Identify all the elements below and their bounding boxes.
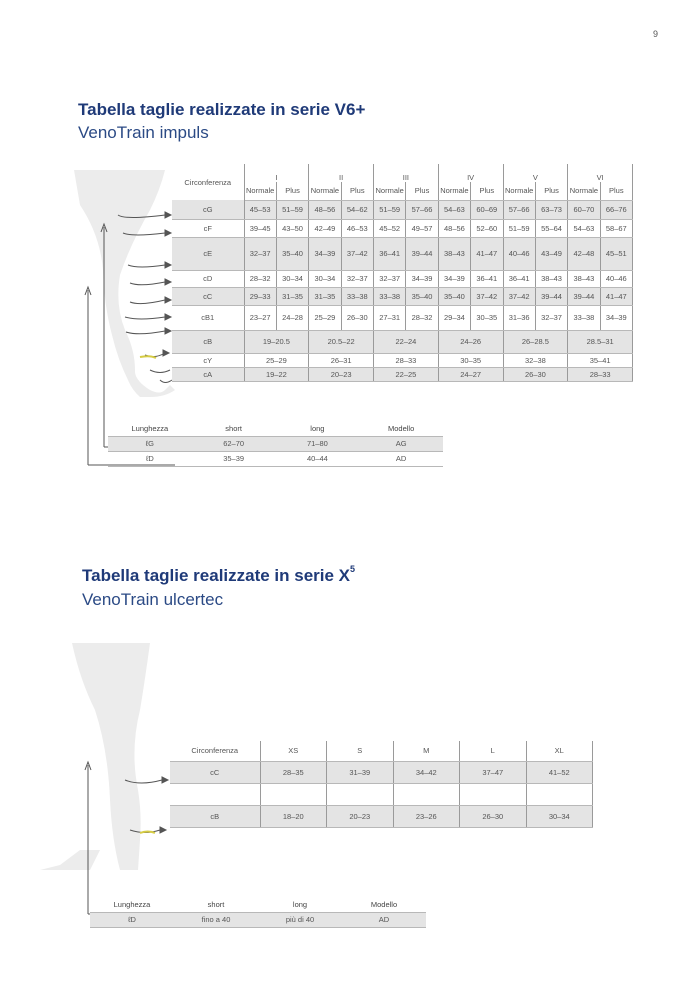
table-cell: 28–32 [244,270,276,287]
table-cell: 51–59 [276,200,308,219]
table-cell: 38–43 [568,270,600,287]
table-cell: 40–46 [600,270,632,287]
length-header: Lunghezza [108,421,192,436]
table-cell [460,783,527,805]
size-header: III [374,164,439,182]
length-table-v6 [108,421,443,467]
table-cell: 22–25 [374,367,439,381]
table-cell [393,783,460,805]
table-cell: 37–42 [471,287,503,305]
length-header-row [90,897,426,912]
column-header: Circonferenza [170,741,260,761]
sub-header: Plus [535,182,567,200]
table-cell: 45–53 [244,200,276,219]
table-cell: 28.5–31 [568,330,633,353]
row-label: cY [172,353,244,367]
length-cell: ℓG [108,436,192,451]
sub-header: Normale [244,182,276,200]
table-cell: 26–30 [341,305,373,330]
table-cell: 34–39 [309,237,341,270]
length-cell: fino a 40 [174,912,258,927]
table-cell: 33–38 [341,287,373,305]
sub-header: Normale [568,182,600,200]
section2-title-text: Tabella taglie realizzate in serie X [82,566,351,585]
row-label: cB [170,805,260,827]
table-cell: 30–35 [438,353,503,367]
row-label: cC [172,287,244,305]
table-cell: 36–41 [471,270,503,287]
table-cell: 37–42 [503,287,535,305]
table-cell: 54–63 [568,219,600,237]
table-cell: 26–30 [460,805,527,827]
table-cell: 52–60 [471,219,503,237]
sub-header: Normale [503,182,535,200]
table-cell: 20–23 [309,367,374,381]
table-cell [327,783,394,805]
table-cell: 63–73 [535,200,567,219]
table-cell: 43–50 [276,219,308,237]
length-cell: 35–39 [192,451,276,466]
table-cell: 23–27 [244,305,276,330]
table-cell: 32–38 [503,353,568,367]
table-row [172,367,633,381]
table-cell: 26–28.5 [503,330,568,353]
table-cell: 28–33 [374,353,439,367]
length-header: long [258,897,342,912]
column-header: M [393,741,460,761]
table-cell: 28–35 [260,761,327,783]
sub-header: Plus [406,182,438,200]
table-header-row [170,741,593,761]
table-cell: 57–66 [406,200,438,219]
table-cell: 31–35 [309,287,341,305]
row-label: cF [172,219,244,237]
sub-header: Normale [374,182,406,200]
table-cell: 19–22 [244,367,309,381]
table-cell: 66–76 [600,200,632,219]
table-cell: 29–33 [244,287,276,305]
table-cell: 31–35 [276,287,308,305]
column-header: S [327,741,394,761]
table-cell: 23–26 [393,805,460,827]
table-cell: 37–42 [341,237,373,270]
table-cell: 60–70 [568,200,600,219]
table-cell: 30–35 [471,305,503,330]
size-header: IV [438,164,503,182]
row-label: cB1 [172,305,244,330]
length-header: Modello [359,421,443,436]
table-cell: 35–40 [276,237,308,270]
table-cell: 30–34 [309,270,341,287]
sub-header: Normale [438,182,470,200]
table-cell: 35–40 [438,287,470,305]
size-table-v6 [172,164,633,382]
length-cell: 71–80 [276,436,360,451]
table-cell: 37–47 [460,761,527,783]
length-cell: ℓD [108,451,192,466]
length-cell: AD [359,451,443,466]
table-cell: 30–34 [526,805,593,827]
section2-title-sup: 5 [350,564,356,574]
table-cell: 41–52 [526,761,593,783]
table-row [172,353,633,367]
sub-header: Plus [600,182,632,200]
table-cell: 39–44 [568,287,600,305]
table-cell: 51–59 [503,219,535,237]
column-header: XS [260,741,327,761]
table-cell: 38–43 [438,237,470,270]
length-row [108,451,443,466]
section2-subtitle: VenoTrain ulcertec [82,590,224,609]
column-header: XL [526,741,593,761]
table-cell: 22–24 [374,330,439,353]
table-row [172,305,633,330]
size-header: II [309,164,374,182]
table-cell: 25–29 [309,305,341,330]
table-cell: 57–66 [503,200,535,219]
table-cell: 58–67 [600,219,632,237]
length-cell: AG [359,436,443,451]
table-cell: 39–44 [535,287,567,305]
length-cell: più di 40 [258,912,342,927]
table-cell: 30–34 [276,270,308,287]
row-label: cA [172,367,244,381]
table-cell: 35–41 [568,353,633,367]
table-cell: 25–29 [244,353,309,367]
table-cell: 42–49 [309,219,341,237]
table-cell: 26–31 [309,353,374,367]
table-cell: 41–47 [600,287,632,305]
row-label: cB [172,330,244,353]
table-cell: 51–59 [374,200,406,219]
table-cell: 20.5–22 [309,330,374,353]
size-header: I [244,164,309,182]
length-header: short [192,421,276,436]
table-cell: 29–34 [438,305,470,330]
table-cell [526,783,593,805]
table-cell: 31–39 [327,761,394,783]
table-row [170,761,593,783]
size-table-x5 [170,741,593,828]
table-cell: 32–37 [535,305,567,330]
table-cell: 18–20 [260,805,327,827]
table-cell: 39–45 [244,219,276,237]
table-cell: 34–42 [393,761,460,783]
table-cell: 55–64 [535,219,567,237]
table-cell: 34–39 [406,270,438,287]
table-cell: 24–26 [438,330,503,353]
table-cell: 33–38 [374,287,406,305]
length-cell: 62–70 [192,436,276,451]
table-row [170,805,593,827]
table-cell: 34–39 [438,270,470,287]
table-cell: 40–46 [503,237,535,270]
table-cell: 42–48 [568,237,600,270]
table-cell: 48–56 [438,219,470,237]
table-cell: 31–36 [503,305,535,330]
length-cell: 40–44 [276,451,360,466]
length-cell: AD [342,912,426,927]
size-header: V [503,164,568,182]
table-cell: 41–47 [471,237,503,270]
column-header: L [460,741,527,761]
table-cell: 32–37 [374,270,406,287]
table-cell: 26–30 [503,367,568,381]
table-cell: 43–49 [535,237,567,270]
size-header: VI [568,164,633,182]
table-row [172,200,633,219]
length-table-x5 [90,897,426,928]
length-row [90,912,426,927]
length-header: long [276,421,360,436]
table-cell: 19–20.5 [244,330,309,353]
table-cell [260,783,327,805]
table-cell: 36–41 [503,270,535,287]
table-cell: 36–41 [374,237,406,270]
row-label: cD [172,270,244,287]
sub-header: Plus [276,182,308,200]
sub-header: Normale [309,182,341,200]
length-header: Modello [342,897,426,912]
table-row [172,330,633,353]
sub-header: Plus [341,182,373,200]
length-header: short [174,897,258,912]
table-cell: 27–31 [374,305,406,330]
table-cell: 20–23 [327,805,394,827]
length-header-row [108,421,443,436]
table-cell: 28–32 [406,305,438,330]
table-cell: 24–28 [276,305,308,330]
table-cell: 49–57 [406,219,438,237]
table-cell: 45–52 [374,219,406,237]
table-cell: 54–62 [341,200,373,219]
length-header: Lunghezza [90,897,174,912]
table-cell: 46–53 [341,219,373,237]
table-cell: 38–43 [535,270,567,287]
table-row [172,219,633,237]
table-cell: 28–33 [568,367,633,381]
table-row [172,287,633,305]
table-row [170,783,593,805]
table-cell: 33–38 [568,305,600,330]
table-row [172,237,633,270]
circumference-header: Circonferenza [172,164,244,200]
table-cell: 48–56 [309,200,341,219]
table-cell: 34–39 [600,305,632,330]
section2-title [82,566,355,586]
table-cell: 32–37 [341,270,373,287]
table-row [172,270,633,287]
table-cell: 60–69 [471,200,503,219]
table-cell: 32–37 [244,237,276,270]
table-cell: 35–40 [406,287,438,305]
table-cell: 39–44 [406,237,438,270]
row-label: cG [172,200,244,219]
table-cell: 45–51 [600,237,632,270]
length-row [108,436,443,451]
sub-header: Plus [471,182,503,200]
row-label [170,783,260,805]
row-label: cE [172,237,244,270]
section1-title: Tabella taglie realizzate in serie V6+ [78,100,366,119]
table-cell: 54–63 [438,200,470,219]
length-cell: ℓD [90,912,174,927]
table-cell: 24–27 [438,367,503,381]
page-number: 9 [652,29,658,39]
section1-subtitle: VenoTrain impuls [78,123,209,142]
row-label: cC [170,761,260,783]
